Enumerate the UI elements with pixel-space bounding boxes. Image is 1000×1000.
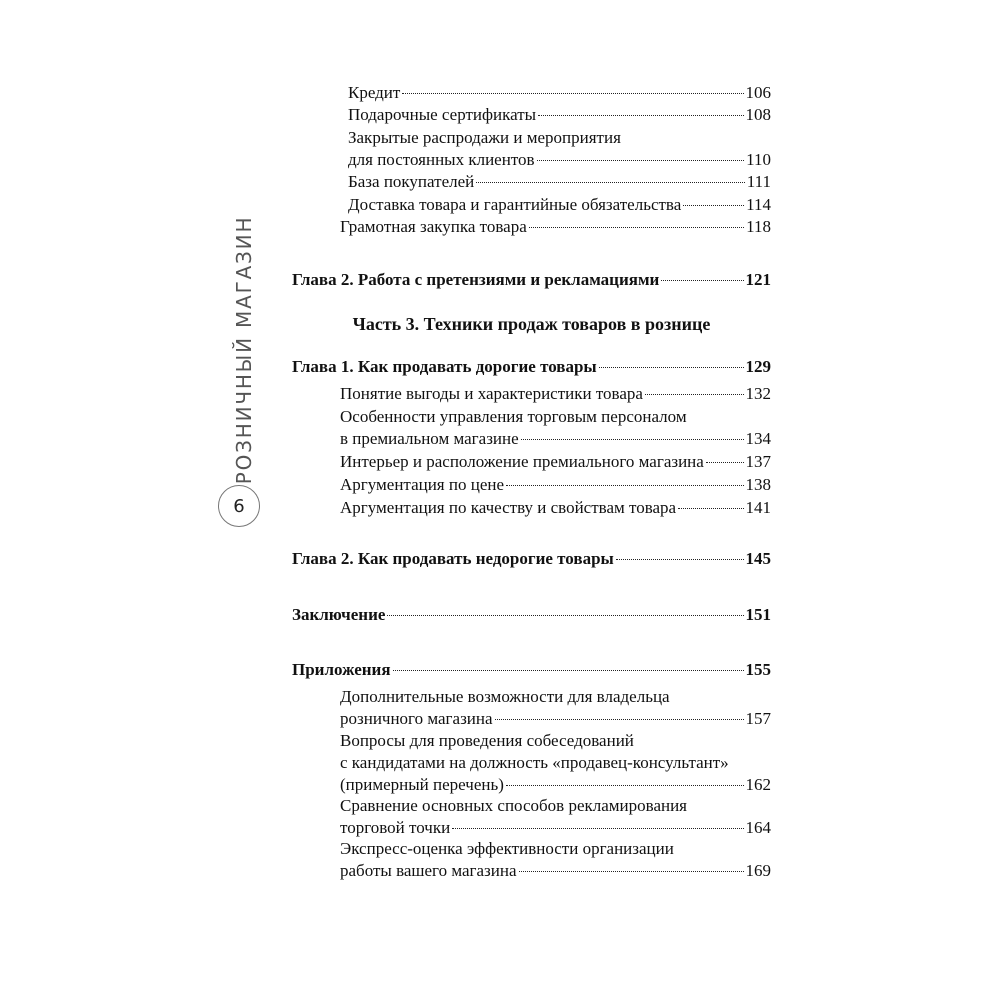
toc-entry-title-line: Закрытые распродажи и мероприятия	[348, 128, 621, 147]
dot-leader	[506, 785, 744, 786]
dot-leader	[476, 182, 745, 183]
toc-entry-title: в премиальном магазине	[340, 429, 519, 448]
toc-entry-title: Интерьер и расположение премиального магазина	[340, 452, 704, 471]
toc-entry-title: Глава 1. Как продавать дорогие товары	[292, 357, 597, 376]
dot-leader	[537, 160, 745, 161]
toc-entry[interactable]	[340, 474, 771, 496]
toc-entry[interactable]	[348, 82, 771, 104]
toc-entry[interactable]	[340, 686, 771, 730]
toc-entry[interactable]	[340, 406, 771, 450]
toc-entry-page: 132	[745, 384, 771, 403]
toc-entry-title-line: Дополнительные возможности для владельца	[340, 687, 670, 706]
dot-leader	[683, 205, 744, 206]
toc-entry-title: Кредит	[348, 83, 401, 102]
toc-entry-page: 141	[745, 498, 771, 517]
toc-entry-page: 157	[745, 709, 771, 728]
toc-entry-title-line: Вопросы для проведения собеседований	[340, 731, 634, 750]
toc-entry-title: Глава 2. Как продавать недорогие товары	[292, 549, 614, 568]
dot-leader	[506, 485, 743, 486]
dot-leader	[616, 559, 744, 560]
dot-leader	[452, 828, 743, 829]
page-number: 6	[218, 485, 260, 527]
toc-entry-title: Приложения	[292, 660, 391, 679]
dot-leader	[495, 719, 744, 720]
toc-entry-page: 169	[745, 861, 771, 880]
toc-entry-title: работы вашего магазина	[340, 861, 517, 880]
dot-leader	[678, 508, 743, 509]
toc-entry[interactable]	[340, 383, 771, 405]
toc-entry-page: 118	[746, 217, 771, 236]
toc-entry[interactable]	[348, 104, 771, 126]
dot-leader	[661, 280, 743, 281]
toc-chapter[interactable]	[292, 604, 771, 626]
toc-entry-title: Доставка товара и гарантийные обязательства	[348, 195, 682, 214]
toc-entry-page: 108	[745, 105, 771, 124]
toc-entry-title: База покупателей	[348, 172, 475, 191]
dot-leader	[529, 227, 744, 228]
toc-entry-page: 129	[745, 357, 771, 376]
toc-entry-page: 145	[745, 549, 771, 568]
toc-chapter[interactable]	[292, 269, 771, 291]
toc-entry-page: 164	[745, 818, 771, 837]
running-title: РОЗНИЧНЫЙ МАГАЗИН	[232, 215, 256, 485]
toc-entry-title: Заключение	[292, 605, 386, 624]
toc-entry-page: 121	[745, 270, 771, 289]
toc-entry-page: 155	[745, 660, 771, 679]
toc-chapter[interactable]	[292, 356, 771, 378]
toc-entry-title: Аргументация по цене	[340, 475, 505, 494]
toc-entry-page: 111	[746, 172, 771, 191]
dot-leader	[521, 439, 744, 440]
toc-entry-title: для постоянных клиентов	[348, 150, 535, 169]
toc-entry-title-line: с кандидатами на должность «продавец-консультант»	[340, 753, 729, 772]
toc-entry-title-line: Сравнение основных способов рекламирования	[340, 796, 687, 815]
toc-entry-title: Глава 2. Работа с претензиями и рекламациями	[292, 270, 660, 289]
toc-entry-title: Грамотная закупка товара	[340, 217, 527, 236]
toc-entry-title-line: Особенности управления торговым персоналом	[340, 407, 687, 426]
dot-leader	[706, 462, 744, 463]
dot-leader	[393, 670, 744, 671]
dot-leader	[519, 871, 744, 872]
part-heading: Часть 3. Техники продаж товаров в рознице	[352, 314, 711, 334]
dot-leader	[645, 394, 744, 395]
dot-leader	[387, 615, 743, 616]
toc-entry[interactable]	[348, 171, 771, 193]
toc-entry[interactable]	[340, 216, 771, 238]
toc-entry-page: 110	[746, 150, 771, 169]
toc-entry[interactable]	[348, 127, 771, 171]
toc-entry-page: 162	[745, 775, 771, 794]
toc-entry-page: 106	[745, 83, 771, 102]
dot-leader	[538, 115, 743, 116]
toc-entry[interactable]	[340, 730, 771, 796]
toc-entry-title: Подарочные сертификаты	[348, 105, 537, 124]
toc-entry[interactable]	[348, 194, 771, 216]
toc-chapter[interactable]	[292, 548, 771, 570]
toc-entry-page: 137	[745, 452, 771, 471]
toc-entry-page: 151	[745, 605, 771, 624]
toc-chapter[interactable]	[292, 659, 771, 681]
toc-entry-page: 138	[745, 475, 771, 494]
toc-entry-page: 134	[745, 429, 771, 448]
toc-entry-title: Аргументация по качеству и свойствам товара	[340, 498, 677, 517]
toc-entry-title: розничного магазина	[340, 709, 493, 728]
toc-entry[interactable]	[340, 838, 771, 882]
dot-leader	[599, 367, 744, 368]
toc-entry[interactable]	[340, 497, 771, 519]
toc-entry-title: торговой точки	[340, 818, 451, 837]
toc-entry-title-line: Экспресс-оценка эффективности организации	[340, 839, 674, 858]
toc-entry-title: (примерный перечень)	[340, 775, 504, 794]
toc-entry-page: 114	[746, 195, 771, 214]
toc-entry-title: Понятие выгоды и характеристики товара	[340, 384, 643, 403]
dot-leader	[402, 93, 743, 94]
toc-entry[interactable]	[340, 451, 771, 473]
toc-entry[interactable]	[340, 795, 771, 839]
